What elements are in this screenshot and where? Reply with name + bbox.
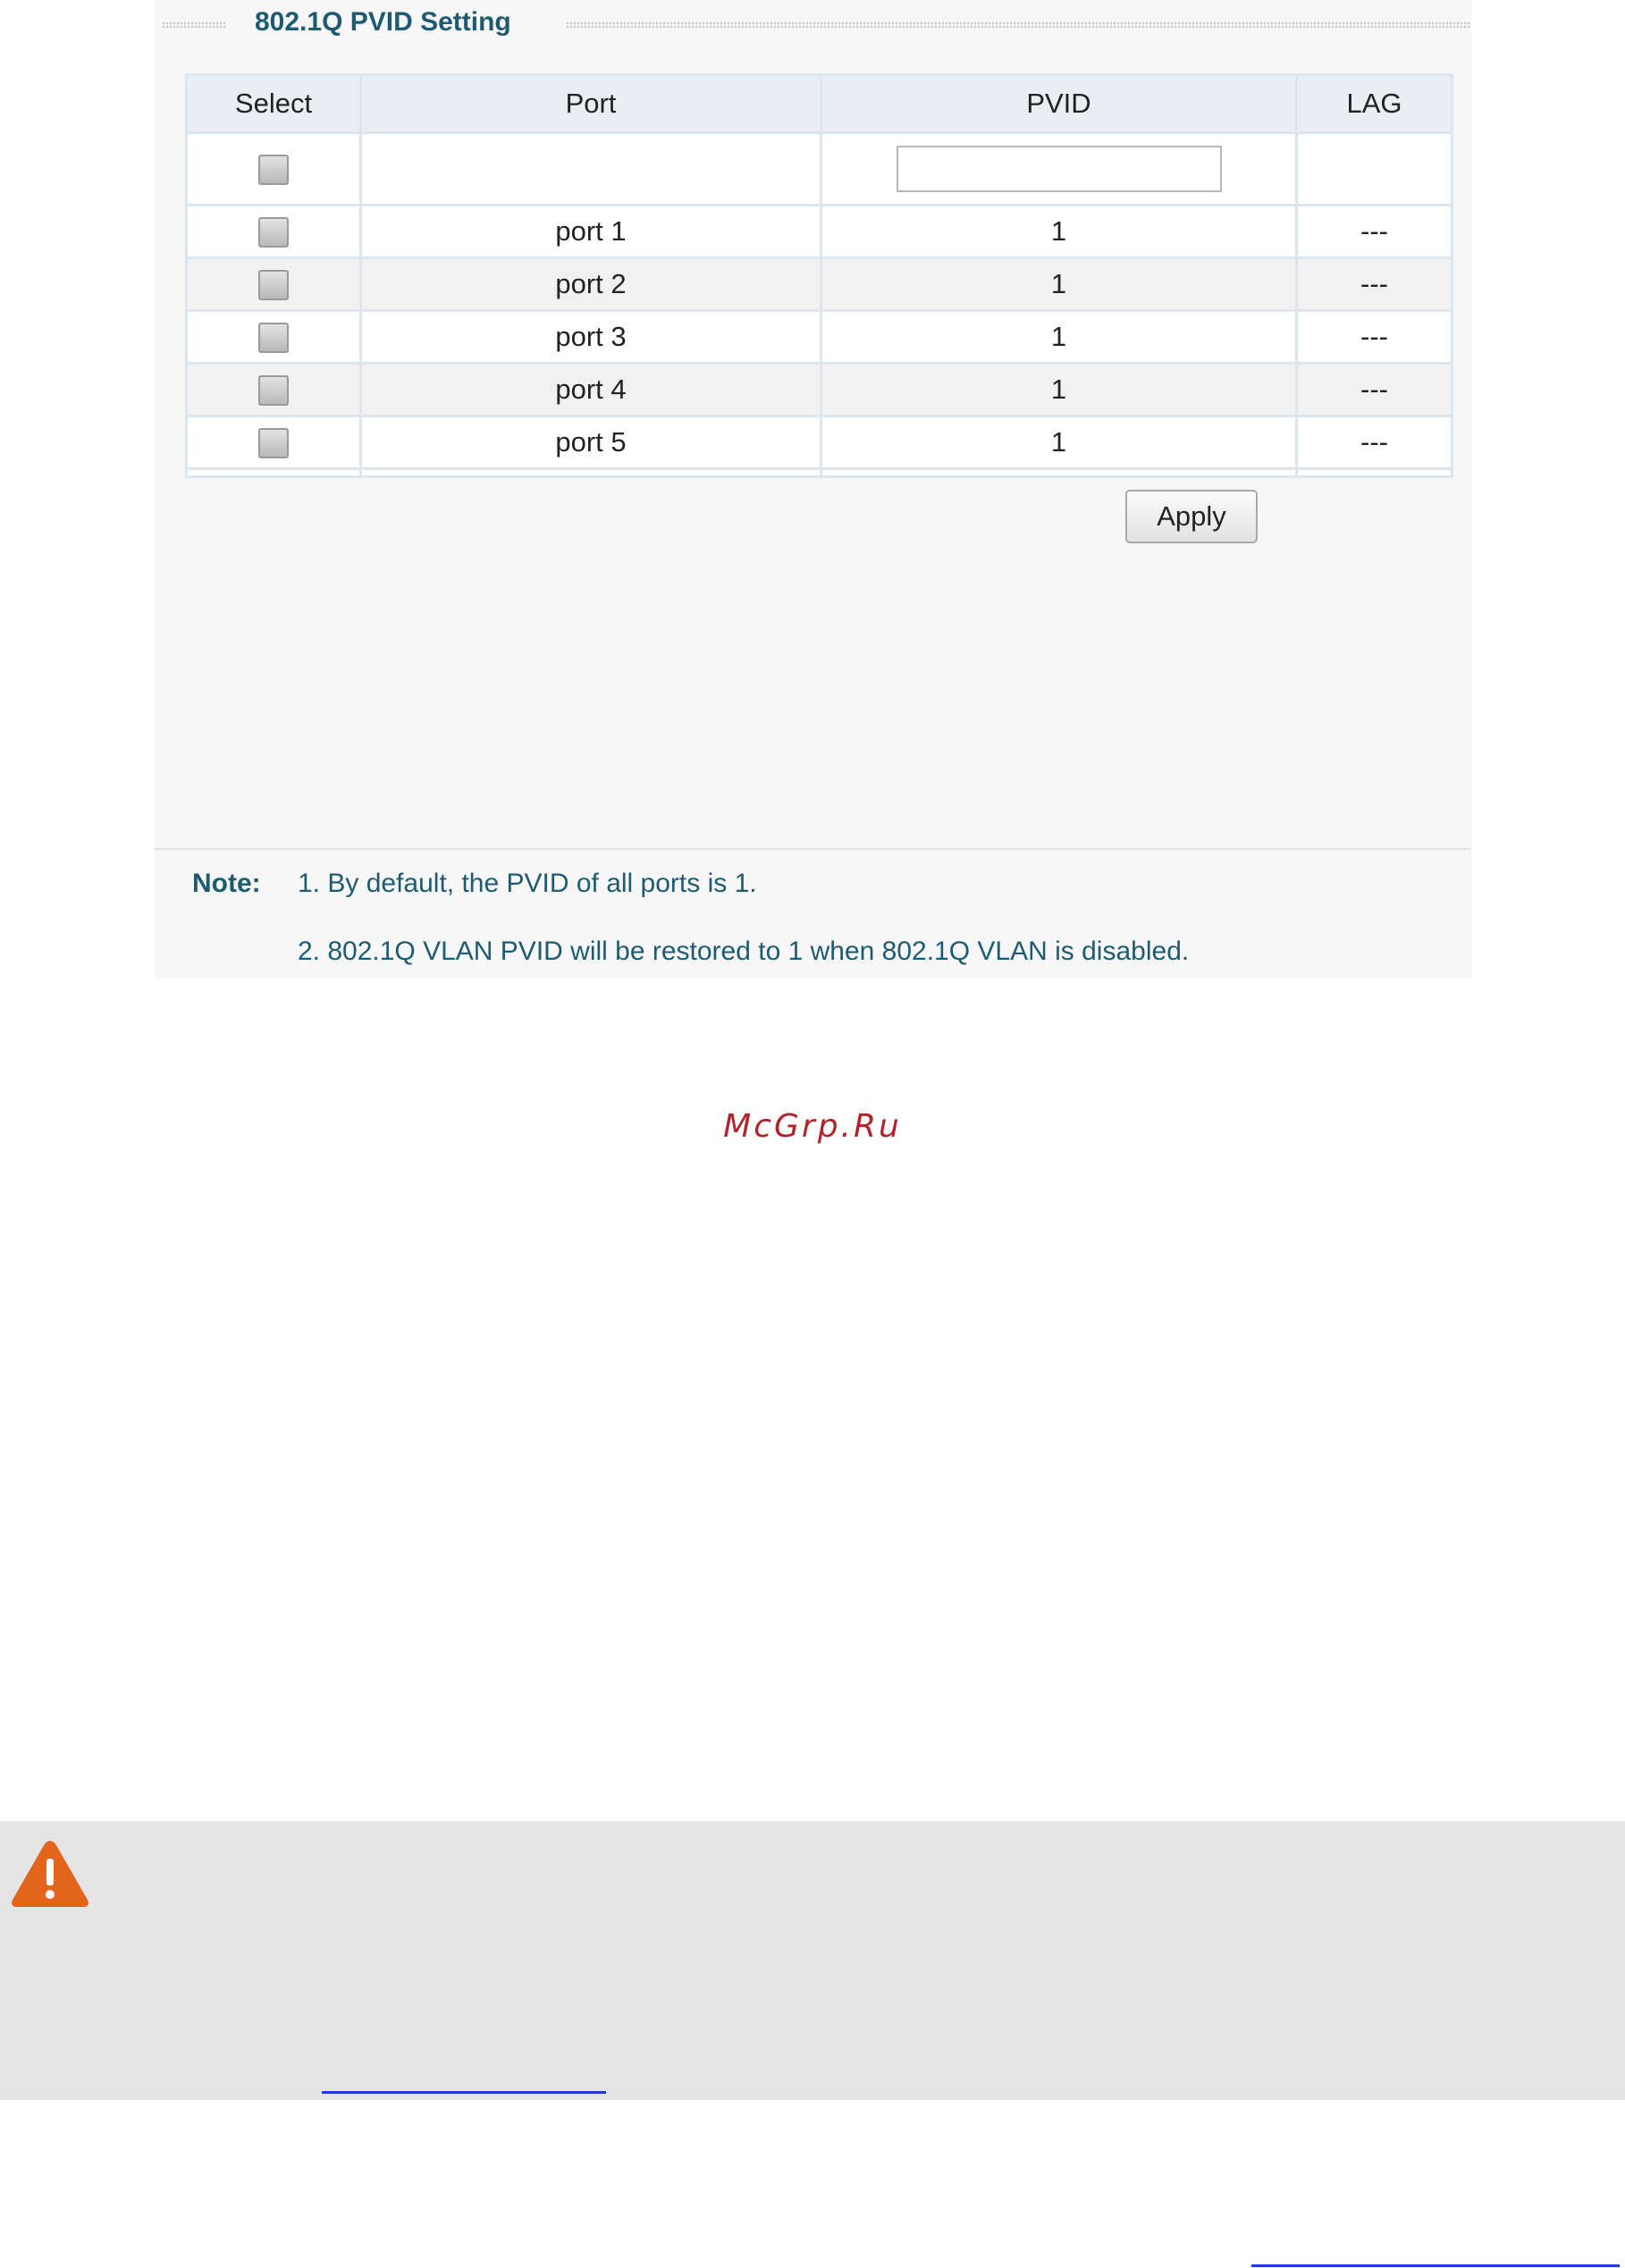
spacer-cell (361, 469, 821, 477)
row-select-checkbox[interactable] (258, 270, 289, 300)
note-item-2: 2. 802.1Q VLAN PVID will be restored to 1 when 802.1Q VLAN is disabled. (298, 937, 1190, 966)
caution-link-underline[interactable] (322, 2052, 606, 2094)
spacer-cell (187, 469, 361, 477)
row-port-cell: port 4 (361, 364, 821, 416)
table-row (187, 258, 1452, 311)
row-select-cell (187, 311, 361, 364)
section-header-dots-right (566, 21, 1471, 29)
filter-port-cell (361, 133, 821, 206)
caution-box (0, 1821, 1625, 2100)
row-select-cell (187, 206, 361, 258)
note-label: Note: (192, 869, 261, 898)
row-port-cell: port 5 (361, 416, 821, 469)
row-port-cell: port 1 (361, 206, 821, 258)
row-port-cell: port 2 (361, 258, 821, 311)
spacer-cell (1297, 469, 1452, 477)
table-header-row (187, 75, 1452, 133)
row-pvid-cell: 1 (821, 416, 1297, 469)
warning-icon (9, 1837, 91, 1911)
filter-pvid-cell (821, 133, 1297, 206)
row-select-checkbox[interactable] (258, 375, 289, 406)
table-row (187, 416, 1452, 469)
pvid-input[interactable] (897, 146, 1222, 192)
row-select-checkbox[interactable] (258, 323, 289, 353)
row-lag-cell: --- (1297, 258, 1452, 311)
row-select-cell (187, 364, 361, 416)
column-header-select: Select (187, 75, 361, 133)
row-lag-cell: --- (1297, 206, 1452, 258)
select-all-checkbox[interactable] (258, 155, 289, 185)
note-item-1: 1. By default, the PVID of all ports is 1. (298, 869, 757, 898)
row-pvid-cell: 1 (821, 206, 1297, 258)
apply-button[interactable]: Apply (1125, 490, 1258, 543)
section-header-dots-left (162, 21, 226, 29)
row-select-cell (187, 258, 361, 311)
row-pvid-cell: 1 (821, 258, 1297, 311)
filter-row (187, 133, 1452, 206)
table-row (187, 311, 1452, 364)
table-row (187, 364, 1452, 416)
column-header-pvid: PVID (821, 75, 1297, 133)
row-select-cell (187, 416, 361, 469)
column-header-port: Port (361, 75, 821, 133)
spacer-cell (821, 469, 1297, 477)
row-lag-cell: --- (1297, 416, 1452, 469)
corner-link-underline[interactable] (1251, 2225, 1620, 2267)
row-pvid-cell: 1 (821, 311, 1297, 364)
row-lag-cell: --- (1297, 311, 1452, 364)
row-select-checkbox[interactable] (258, 428, 289, 458)
pvid-table (185, 73, 1453, 478)
row-port-cell: port 3 (361, 311, 821, 364)
row-select-checkbox[interactable] (258, 217, 289, 248)
watermark: McGrp.Ru (723, 1108, 902, 1145)
pvid-setting-panel (155, 0, 1471, 979)
table-footer-spacer (187, 469, 1452, 477)
section-title: 802.1Q PVID Setting (255, 7, 511, 37)
filter-lag-cell (1297, 133, 1452, 206)
filter-select-cell (187, 133, 361, 206)
column-header-lag: LAG (1297, 75, 1452, 133)
table-row (187, 206, 1452, 258)
row-lag-cell: --- (1297, 364, 1452, 416)
section-header (155, 0, 1471, 50)
row-pvid-cell: 1 (821, 364, 1297, 416)
note-divider (155, 848, 1471, 850)
